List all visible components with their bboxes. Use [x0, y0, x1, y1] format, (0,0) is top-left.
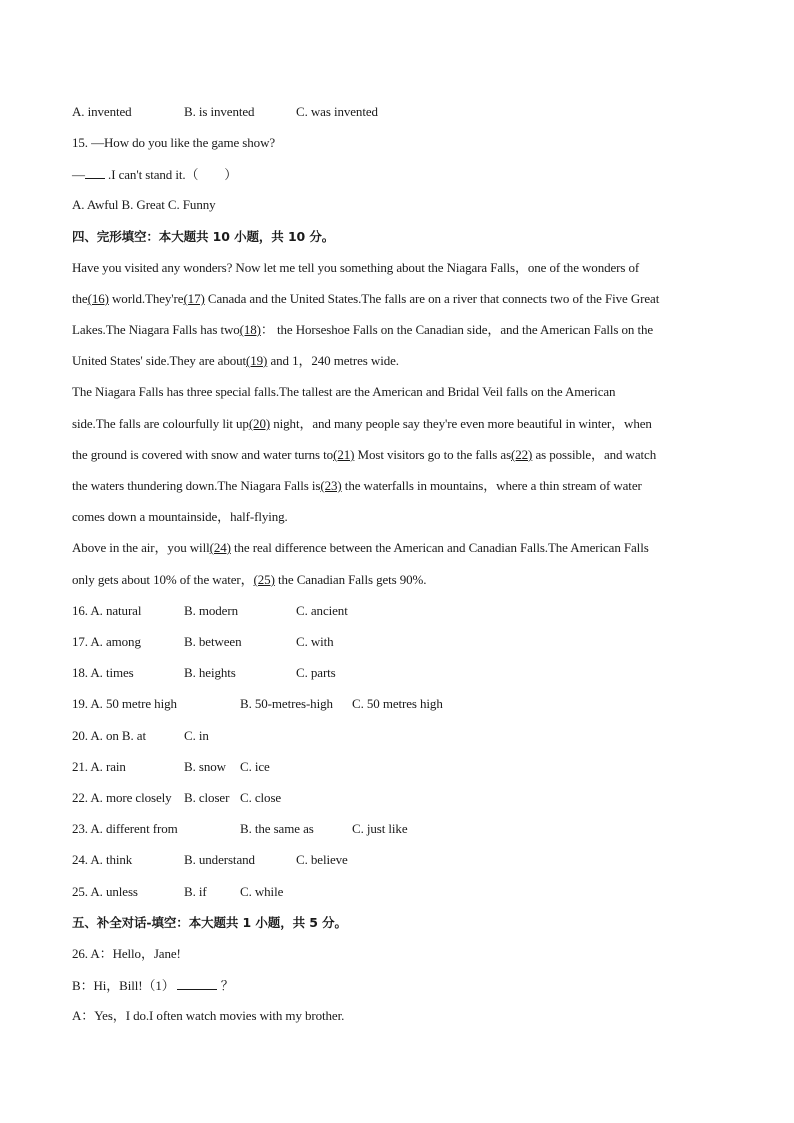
text-run: Lakes.The Niagara Falls has two	[72, 322, 240, 337]
option-c: C. ancient	[296, 603, 348, 618]
text-run: the waterfalls in mountains，where a thin stream of water	[341, 478, 642, 493]
text-run: as possible，and watch	[532, 447, 657, 462]
passage-p3-line1	[72, 540, 649, 556]
dialog-line-1: 26. A：Hello，Jane!	[72, 946, 181, 961]
passage-p2-line4	[72, 478, 642, 494]
q14-option-c: C. was invented	[296, 104, 378, 119]
passage-p1-line3	[72, 322, 653, 338]
option-b: B. snow	[184, 759, 226, 774]
option-c: C. 50 metres high	[352, 696, 443, 711]
blank-25[interactable]: (25)	[253, 572, 275, 587]
text-run: Canada and the United States.The falls are on a river that connects two of the Five Great	[204, 291, 660, 306]
option-b: B. modern	[184, 603, 238, 618]
blank-24[interactable]: (24)	[209, 540, 231, 555]
q15-options: A. Awful B. Great C. Funny	[72, 197, 216, 212]
option-a: 24. A. think	[72, 852, 133, 867]
option-b: B. understand	[184, 852, 255, 867]
text-run: the waters thundering down.The Niagara Falls is	[72, 478, 321, 493]
blank-22[interactable]: (22)	[511, 447, 533, 462]
text-run: night，and many people say they're even more beautiful in winter，when	[270, 416, 652, 431]
blank-18[interactable]: (18)	[239, 322, 261, 337]
option-c: C. while	[240, 884, 284, 899]
option-c: C. in	[184, 728, 209, 743]
option-c: C. believe	[296, 852, 348, 867]
blank-17[interactable]: (17)	[183, 291, 205, 306]
option-c: C. parts	[296, 665, 336, 680]
passage-p2-line3	[72, 447, 656, 463]
q14-option-a: A. invented	[72, 104, 132, 119]
option-a: 16. A. natural	[72, 603, 142, 618]
option-a: 23. A. different from	[72, 821, 178, 836]
text-run: United States' side.They are about	[72, 353, 247, 368]
text-run: ？	[220, 978, 234, 993]
q15-stem: 15. —How do you like the game show?	[72, 135, 276, 150]
passage-p3-line2	[72, 572, 426, 588]
blank-16[interactable]: (16)	[87, 291, 109, 306]
text-run: only gets about 10% of the water，	[72, 572, 254, 587]
option-a: 18. A. times	[72, 665, 134, 680]
option-a: 19. A. 50 metre high	[72, 696, 177, 711]
blank-20[interactable]: (20)	[248, 416, 271, 431]
option-c: C. ice	[240, 759, 270, 774]
option-a: 22. A. more closely	[72, 790, 172, 805]
dialog-answer-blank-1[interactable]	[177, 977, 217, 990]
option-a-b: 20. A. on B. at	[72, 728, 146, 743]
dialog-line-3: A：Yes，I do.I often watch movies with my brother.	[72, 1008, 345, 1023]
option-b: B. between	[184, 634, 242, 649]
option-c: C. with	[296, 634, 334, 649]
text-run: ： the Horseshoe Falls on the Canadian side，and the American Falls on the	[260, 322, 654, 337]
section4-heading: 四、完形填空：本大题共 10 小题，共 10 分。	[72, 229, 335, 244]
option-b: B. 50-metres-high	[240, 696, 333, 711]
option-a: 21. A. rain	[72, 759, 126, 774]
passage-p2-line5: comes down a mountainside，half-flying.	[72, 509, 288, 524]
blank-19[interactable]: (19)	[246, 353, 268, 368]
option-c: C. just like	[352, 821, 408, 836]
option-a: 25. A. unless	[72, 884, 138, 899]
passage-p1-line2	[72, 291, 659, 307]
section5-heading: 五、补全对话-填空：本大题共 1 小题，共 5 分。	[72, 915, 347, 930]
q15-reply-prefix: —	[72, 167, 85, 182]
option-b: B. closer	[184, 790, 230, 805]
option-c: C. close	[240, 790, 282, 805]
passage-p2-line1: The Niagara Falls has three special falls.The tallest are the American and Bridal Veil falls on the American	[72, 384, 616, 399]
text-run: side.The falls are colourfully lit up	[72, 416, 249, 431]
option-b: B. the same as	[240, 821, 314, 836]
passage-p1-line4	[72, 353, 399, 369]
option-b: B. heights	[184, 665, 236, 680]
dialog-line-2	[72, 977, 234, 994]
text-run: and 1，240 metres wide.	[267, 353, 399, 368]
q15-reply	[72, 166, 237, 183]
blank-21[interactable]: (21)	[333, 447, 355, 462]
option-a: 17. A. among	[72, 634, 141, 649]
text-run: Above in the air，you will	[72, 540, 210, 555]
text-run: the Canadian Falls gets 90%.	[274, 572, 427, 587]
blank-23[interactable]: (23)	[320, 478, 342, 493]
passage-p2-line2	[72, 416, 652, 432]
q14-option-b: B. is invented	[184, 104, 255, 119]
passage-p1-line1: Have you visited any wonders? Now let me tell you something about the Niagara Falls，one of the wonders of	[72, 260, 640, 275]
text-run: the ground is covered with snow and water turns to	[72, 447, 334, 462]
option-b: B. if	[184, 884, 207, 899]
text-run: Most visitors go to the falls as	[354, 447, 512, 462]
text-run: B：Hi，Bill!（1）	[72, 978, 175, 993]
q15-answer-blank[interactable]	[85, 166, 105, 179]
text-run: the	[72, 291, 88, 306]
q15-reply-suffix: .I can't stand it.（ ）	[104, 167, 238, 182]
text-run: world.They're	[108, 291, 184, 306]
text-run: the real difference between the American and Canadian Falls.The American Falls	[230, 540, 649, 555]
